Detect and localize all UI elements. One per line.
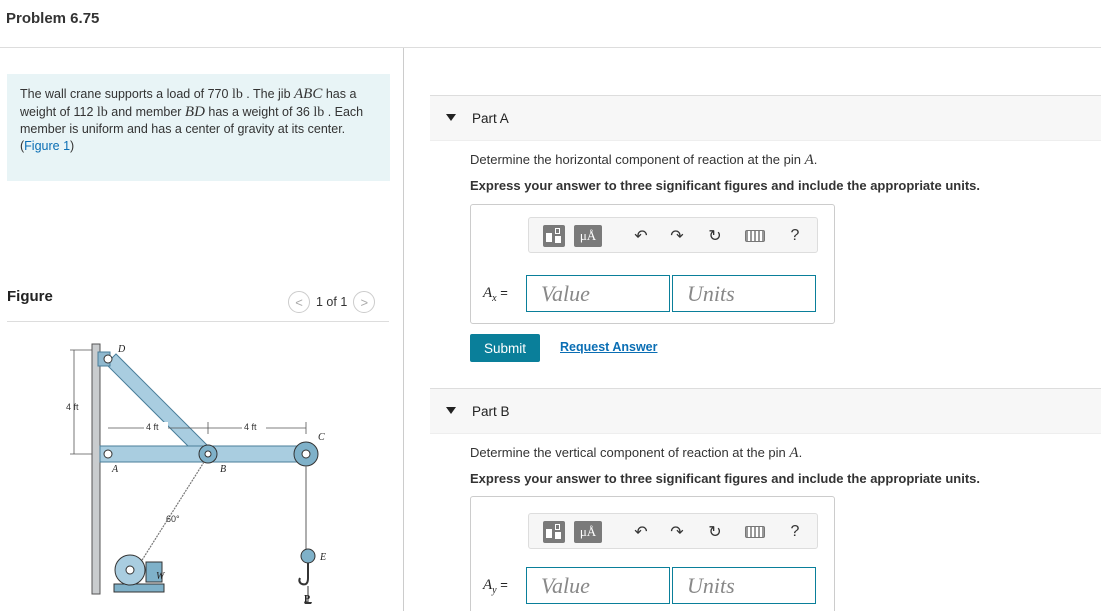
- question-text: Determine the horizontal component of reaction at the pin: [470, 152, 805, 167]
- undo-button[interactable]: [629, 225, 653, 247]
- help-icon: ?: [790, 523, 800, 540]
- dim-4ft-h2: 4 ft: [244, 422, 257, 432]
- equals: =: [496, 577, 508, 592]
- part-a-instruction: Express your answer to three significant figures and include the appropriate units.: [470, 178, 980, 193]
- keyboard-button[interactable]: [743, 521, 767, 543]
- label-p: P: [304, 594, 311, 604]
- label-e: E: [320, 552, 327, 563]
- member-bd: [106, 354, 212, 460]
- figure-page-count: 1 of 1: [316, 295, 348, 309]
- dim-4ft-h1: 4 ft: [146, 422, 159, 432]
- divider: [7, 321, 389, 322]
- figure-link[interactable]: Figure 1: [24, 138, 71, 153]
- reset-icon: ↻: [708, 524, 722, 541]
- question-text: .: [813, 152, 818, 167]
- statement-text: . The jib: [242, 87, 295, 101]
- reset-button[interactable]: [703, 225, 727, 247]
- help-icon: ?: [790, 227, 800, 244]
- ax-label: [483, 285, 508, 304]
- part-b-header[interactable]: [430, 388, 1101, 434]
- part-a-header[interactable]: [430, 95, 1101, 141]
- var-a: A: [789, 445, 799, 461]
- angle-60: 60°: [166, 514, 180, 524]
- chevron-right-icon: >: [360, 294, 369, 310]
- templates-icon: [543, 225, 565, 247]
- prev-figure-button[interactable]: [288, 291, 310, 313]
- math-toolbar: [528, 217, 818, 253]
- redo-icon: ↷: [670, 524, 684, 541]
- label-w: W: [156, 571, 165, 582]
- request-answer-link[interactable]: Request Answer: [560, 340, 658, 354]
- statement-text: has a weight of 112: [20, 87, 357, 119]
- figure-pager: [288, 291, 375, 313]
- pin-d: [104, 355, 112, 363]
- unit-lb: lb: [313, 104, 325, 120]
- undo-button[interactable]: [629, 521, 653, 543]
- var-a: A: [804, 152, 814, 168]
- part-b-title: Part B: [472, 404, 510, 419]
- label-c: C: [318, 432, 325, 443]
- var-a: A: [483, 577, 493, 593]
- redo-button[interactable]: [665, 521, 689, 543]
- next-figure-button[interactable]: [353, 291, 375, 313]
- subscript-x: x: [492, 293, 497, 304]
- units-button[interactable]: μÅ: [574, 225, 602, 247]
- statement-text: has a weight of 36: [204, 104, 314, 119]
- caret-down-icon: [446, 407, 456, 414]
- subscript-y: y: [492, 585, 497, 596]
- statement-text: The wall crane supports a load of 770: [20, 87, 232, 101]
- problem-statement: [7, 74, 390, 181]
- wall-crane-figure: [60, 334, 350, 604]
- label-b: B: [220, 464, 227, 475]
- part-a-question: [470, 152, 817, 169]
- part-b-answer-box: [470, 496, 835, 611]
- statement-text: . Each member is uniform and has a center of gravity at its center.: [20, 104, 364, 136]
- var-abc: ABC: [294, 86, 323, 102]
- dim-4ft-vertical: 4 ft: [66, 402, 79, 412]
- templates-button[interactable]: [542, 521, 566, 543]
- problem-header: [0, 0, 1101, 48]
- unit-lb: lb: [231, 87, 243, 102]
- figure-heading: Figure: [7, 288, 53, 305]
- ay-value-input[interactable]: Value: [526, 567, 670, 604]
- part-a-answer-box: [470, 204, 835, 324]
- part-a-title: Part A: [472, 111, 509, 126]
- pin-c: [302, 450, 310, 458]
- ay-label: [483, 577, 508, 596]
- ay-units-input[interactable]: Units: [672, 567, 816, 604]
- templates-button[interactable]: [542, 225, 566, 247]
- wall: [92, 344, 100, 594]
- keyboard-icon: [745, 526, 765, 538]
- submit-button[interactable]: Submit: [470, 334, 540, 362]
- label-a: A: [112, 464, 119, 475]
- help-button[interactable]: [783, 521, 807, 543]
- chevron-left-icon: <: [295, 294, 303, 310]
- equals: =: [496, 285, 508, 300]
- caret-down-icon: [446, 114, 456, 121]
- pin-b: [205, 451, 211, 457]
- var-bd: BD: [184, 103, 205, 120]
- winch-base: [114, 584, 164, 592]
- part-b-instruction: Express your answer to three significant figures and include the appropriate units.: [470, 471, 980, 486]
- var-a: A: [483, 285, 493, 301]
- undo-icon: ↶: [634, 228, 648, 245]
- question-text: .: [798, 445, 803, 460]
- keyboard-icon: [745, 230, 765, 242]
- ax-units-input[interactable]: Units: [672, 275, 816, 312]
- reset-button[interactable]: [703, 521, 727, 543]
- undo-icon: ↶: [634, 524, 648, 541]
- question-text: Determine the vertical component of reaction at the pin: [470, 445, 790, 460]
- pulley-e: [301, 549, 315, 563]
- statement-text: and member: [107, 104, 185, 119]
- redo-icon: ↷: [670, 228, 684, 245]
- math-toolbar: [528, 513, 818, 549]
- help-button[interactable]: [783, 225, 807, 247]
- left-panel: [0, 48, 404, 611]
- paren: ): [70, 138, 75, 153]
- winch-hub: [126, 566, 134, 574]
- unit-lb: lb: [96, 104, 108, 120]
- label-d: D: [118, 344, 126, 355]
- part-b-question: [470, 445, 802, 462]
- units-button[interactable]: μÅ: [574, 521, 602, 543]
- paren: (: [20, 138, 25, 153]
- problem-title: Problem 6.75: [6, 10, 100, 27]
- templates-icon: [543, 521, 565, 543]
- redo-button[interactable]: [665, 225, 689, 247]
- ax-value-input[interactable]: Value: [526, 275, 670, 312]
- reset-icon: ↻: [708, 228, 722, 245]
- hook: [299, 563, 308, 584]
- pin-a: [104, 450, 112, 458]
- keyboard-button[interactable]: [743, 225, 767, 247]
